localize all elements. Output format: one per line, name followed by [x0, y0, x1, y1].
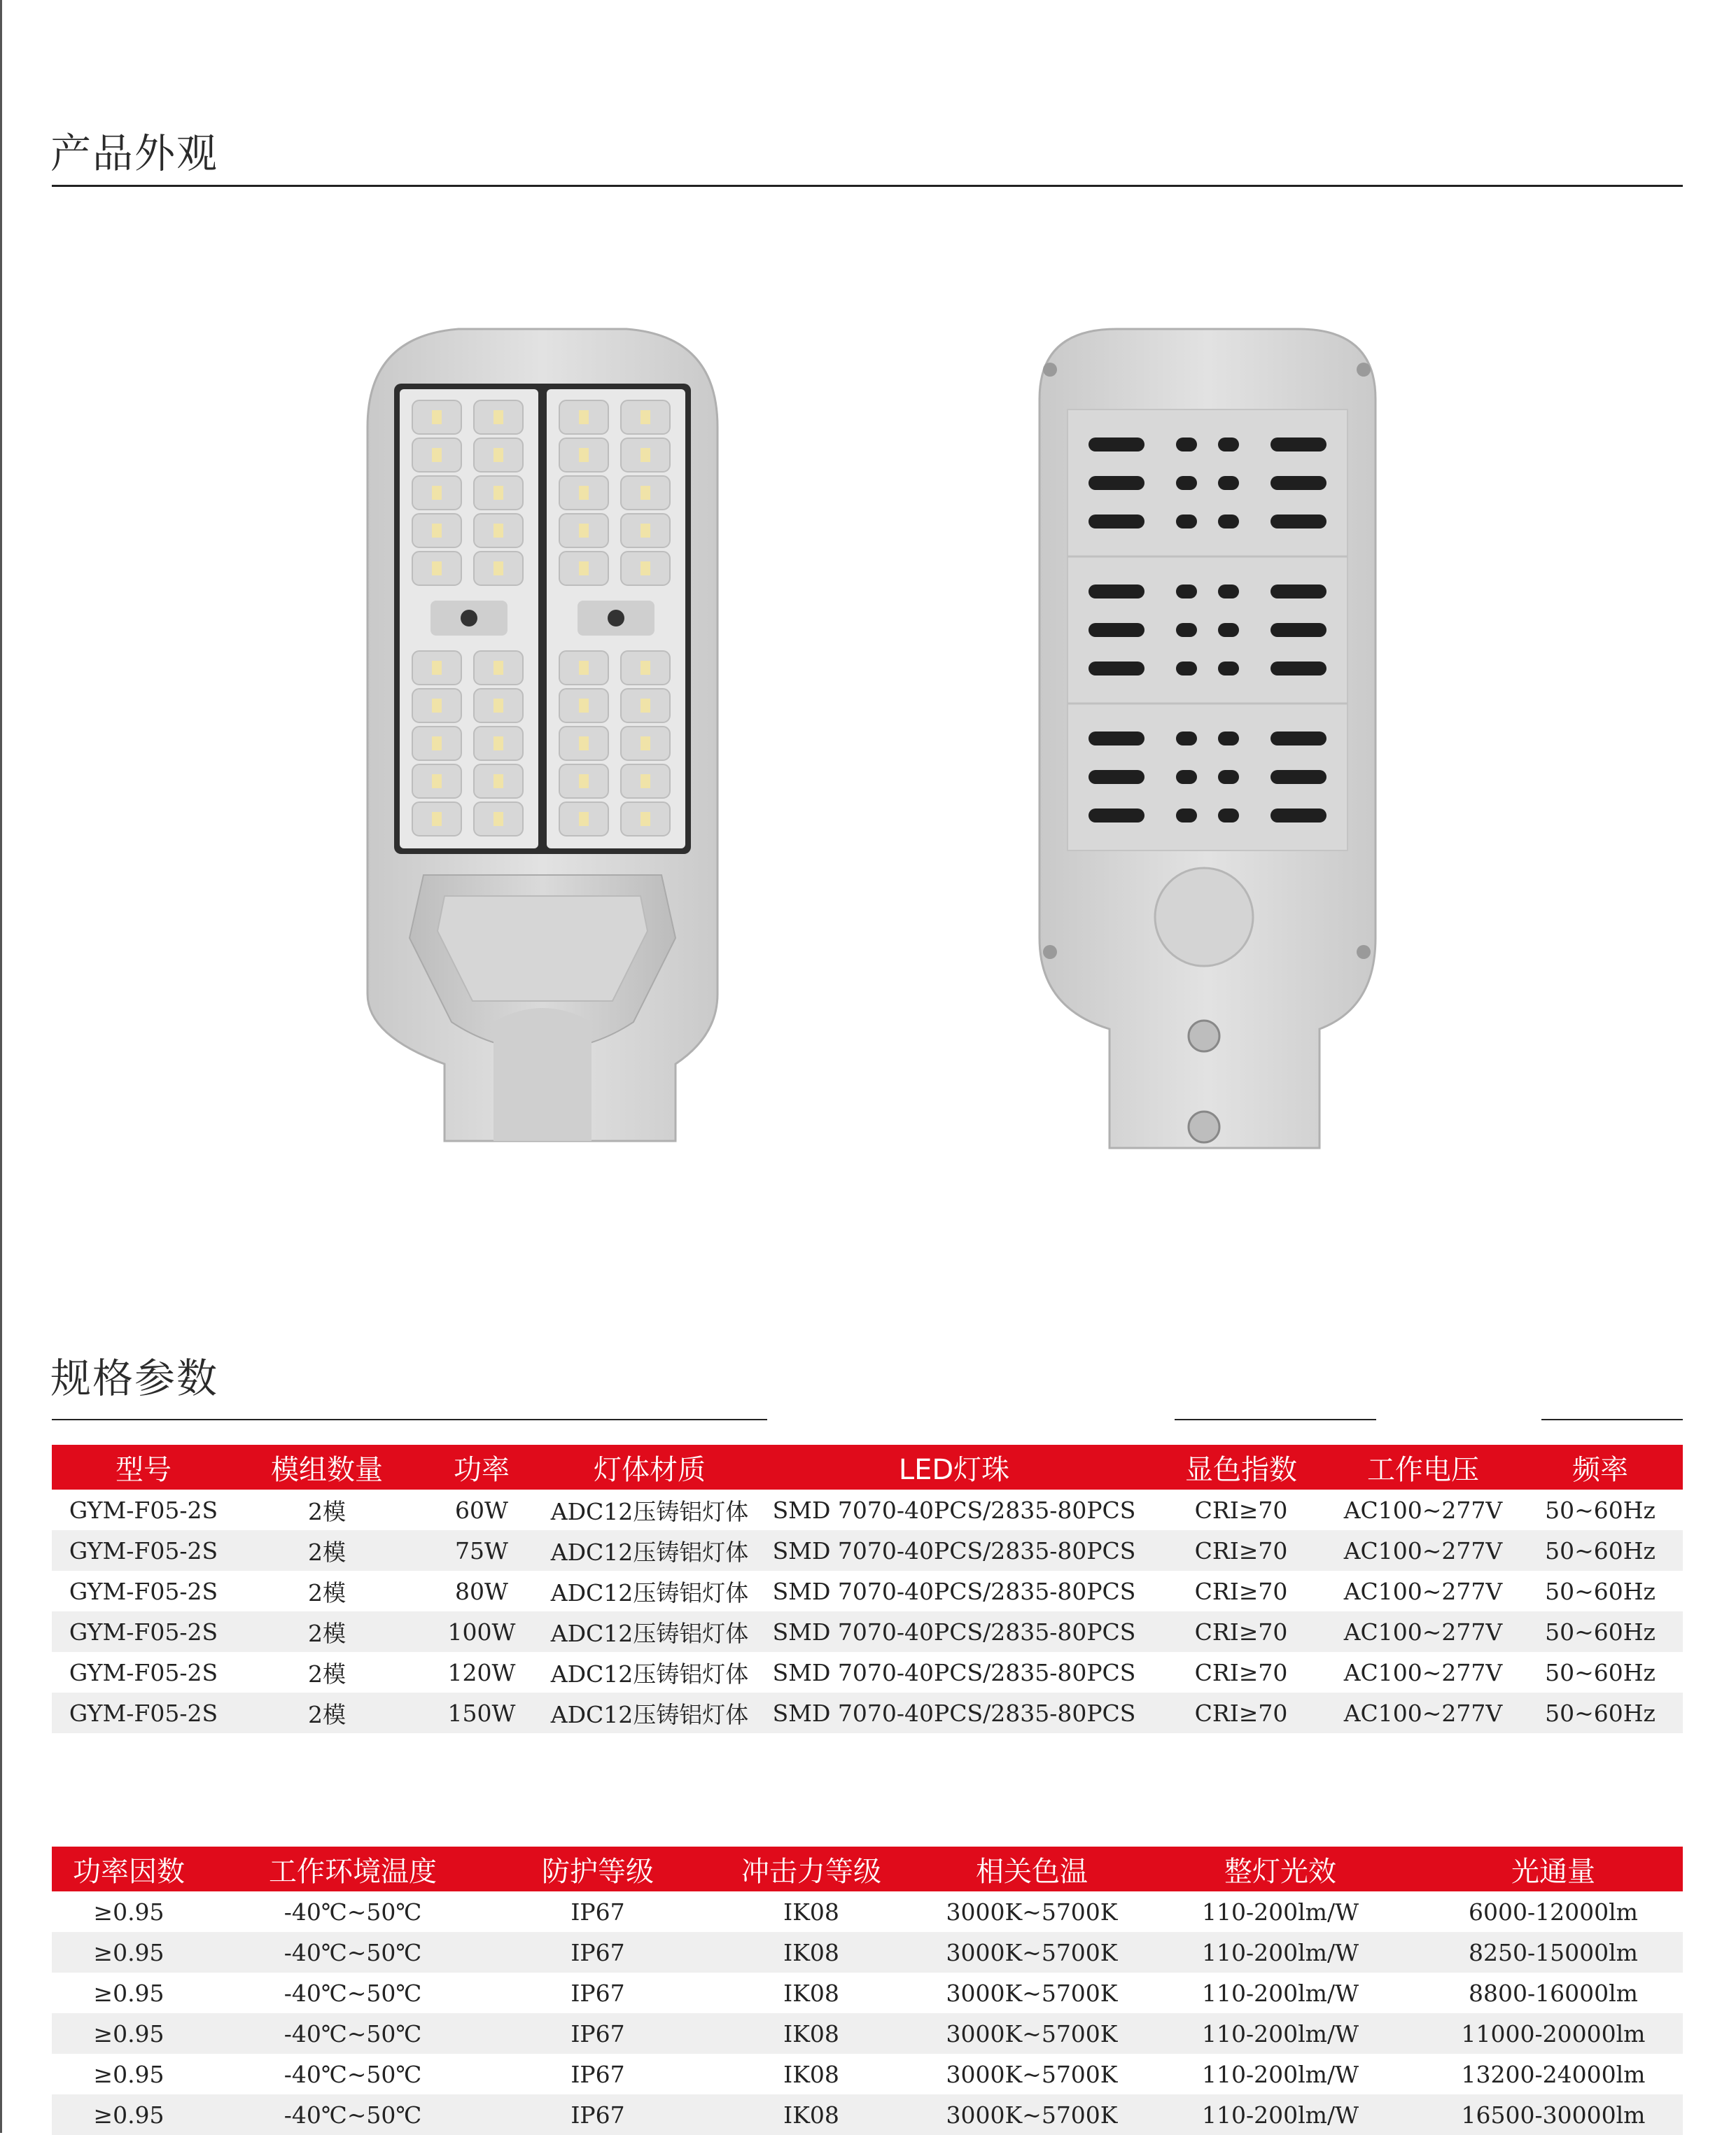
cell-power: 60W [455, 1496, 508, 1524]
cell-efficacy: 110-200lm/W [1137, 2094, 1424, 2135]
header-led: LED灯珠 [755, 1445, 1154, 1490]
cell-ik: IK08 [783, 1898, 839, 1926]
section-title-spec: 规格参数 [50, 1354, 219, 1402]
cell-cri: CRI≥70 [1194, 1577, 1288, 1605]
spec-divider-mid [1175, 1419, 1376, 1420]
cell-power: 75W [419, 1530, 545, 1571]
cell-ip: IP67 [500, 2013, 696, 2054]
cell-ip: IP67 [570, 1979, 625, 2007]
cell-model: GYM-F05-2S [69, 1577, 218, 1605]
cell-temp: -40℃~50℃ [206, 2013, 500, 2054]
table-row [52, 1891, 1683, 1932]
cell-material: ADC12压铸铝灯体 [550, 1497, 749, 1525]
cell-efficacy: 110-200lm/W [1137, 1932, 1424, 1973]
lamp-front-image [354, 322, 732, 1162]
cell-temp: -40℃~50℃ [284, 1979, 422, 2007]
cell-model: GYM-F05-2S [52, 1611, 235, 1652]
cell-voltage: AC100~277V [1329, 1530, 1518, 1571]
spec-divider-right [1541, 1419, 1683, 1420]
cell-model: GYM-F05-2S [52, 1530, 235, 1571]
cell-power: 100W [419, 1611, 545, 1652]
cell-frequency: 50~60Hz [1518, 1530, 1683, 1571]
cell-cct: 3000K~5700K [946, 1898, 1118, 1926]
header-operating-temp: 工作环境温度 [206, 1847, 500, 1891]
table-row [52, 1571, 1683, 1611]
cell-temp: -40℃~50℃ [284, 1898, 422, 1926]
cell-ip: IP67 [500, 1932, 696, 1973]
cell-voltage: AC100~277V [1343, 1496, 1503, 1524]
table-row [52, 2013, 1683, 2054]
cell-cri: CRI≥70 [1154, 1530, 1329, 1571]
cell-modules: 2模 [308, 1578, 346, 1606]
cell-led: SMD 7070-40PCS/2835-80PCS [772, 1496, 1136, 1524]
cell-voltage: AC100~277V [1343, 1658, 1503, 1686]
cell-led: SMD 7070-40PCS/2835-80PCS [755, 1693, 1154, 1733]
table-row [52, 1611, 1683, 1652]
cell-cri: CRI≥70 [1194, 1496, 1288, 1524]
cell-ip: IP67 [500, 2094, 696, 2135]
cell-cct: 3000K~5700K [927, 2013, 1137, 2054]
cell-cri: CRI≥70 [1154, 1611, 1329, 1652]
cell-temp: -40℃~50℃ [206, 2094, 500, 2135]
cell-ik: IK08 [696, 2013, 927, 2054]
cell-pf: ≥0.95 [93, 2060, 164, 2088]
cell-modules: 2模 [308, 1497, 346, 1525]
cell-material: ADC12压铸铝灯体 [550, 1578, 749, 1606]
table-1-header-row [52, 1445, 1683, 1490]
cell-cct: 3000K~5700K [927, 2094, 1137, 2135]
header-frequency: 频率 [1518, 1445, 1683, 1490]
cell-ik: IK08 [783, 2060, 839, 2088]
cell-cct: 3000K~5700K [946, 1979, 1118, 2007]
cell-pf: ≥0.95 [93, 1979, 164, 2007]
table-row [52, 2054, 1683, 2094]
cell-frequency: 50~60Hz [1545, 1577, 1656, 1605]
cell-voltage: AC100~277V [1329, 1611, 1518, 1652]
cell-frequency: 50~60Hz [1518, 1611, 1683, 1652]
cell-material: ADC12压铸铝灯体 [545, 1611, 755, 1652]
header-ip-rating: 防护等级 [500, 1847, 696, 1891]
header-power-factor: 功率因数 [52, 1847, 206, 1891]
table-row [52, 2094, 1683, 2135]
table-row [52, 1652, 1683, 1693]
cell-modules: 2模 [235, 1611, 419, 1652]
cell-cri: CRI≥70 [1154, 1693, 1329, 1733]
cell-material: ADC12压铸铝灯体 [550, 1660, 749, 1688]
cell-pf: ≥0.95 [93, 1898, 164, 1926]
cell-power: 120W [447, 1658, 516, 1686]
cell-flux: 16500-30000lm [1424, 2094, 1683, 2135]
header-material: 灯体材质 [545, 1445, 755, 1490]
cell-pf: ≥0.95 [52, 1932, 206, 1973]
cell-efficacy: 110-200lm/W [1201, 2060, 1359, 2088]
header-efficacy: 整灯光效 [1137, 1847, 1424, 1891]
header-ik-rating: 冲击力等级 [696, 1847, 927, 1891]
cell-cct: 3000K~5700K [946, 2060, 1118, 2088]
table-row [52, 1973, 1683, 2013]
spec-table-1 [52, 1445, 1683, 1733]
cell-frequency: 50~60Hz [1545, 1496, 1656, 1524]
table-row [52, 1490, 1683, 1530]
header-voltage: 工作电压 [1329, 1445, 1518, 1490]
header-luminous-flux: 光通量 [1424, 1847, 1683, 1891]
table-2-header-row [52, 1847, 1683, 1891]
cell-model: GYM-F05-2S [69, 1496, 218, 1524]
cell-temp: -40℃~50℃ [284, 2060, 422, 2088]
cell-model: GYM-F05-2S [52, 1693, 235, 1733]
header-module-count: 模组数量 [235, 1445, 419, 1490]
cell-voltage: AC100~277V [1343, 1577, 1503, 1605]
cell-flux: 6000-12000lm [1469, 1898, 1638, 1926]
cell-led: SMD 7070-40PCS/2835-80PCS [772, 1577, 1136, 1605]
cell-efficacy: 110-200lm/W [1137, 2013, 1424, 2054]
cell-flux: 13200-24000lm [1461, 2060, 1646, 2088]
header-cri: 显色指数 [1154, 1445, 1329, 1490]
cell-ip: IP67 [570, 1898, 625, 1926]
cell-flux: 8800-16000lm [1469, 1979, 1638, 2007]
cell-voltage: AC100~277V [1329, 1693, 1518, 1733]
cell-efficacy: 110-200lm/W [1201, 1898, 1359, 1926]
appearance-divider [52, 185, 1683, 187]
header-cct: 相关色温 [927, 1847, 1137, 1891]
cell-led: SMD 7070-40PCS/2835-80PCS [772, 1658, 1136, 1686]
spec-divider-left [52, 1419, 767, 1420]
cell-cri: CRI≥70 [1194, 1658, 1288, 1686]
cell-cct: 3000K~5700K [927, 1932, 1137, 1973]
cell-led: SMD 7070-40PCS/2835-80PCS [755, 1611, 1154, 1652]
cell-modules: 2模 [235, 1530, 419, 1571]
cell-frequency: 50~60Hz [1518, 1693, 1683, 1733]
cell-material: ADC12压铸铝灯体 [545, 1693, 755, 1733]
cell-modules: 2模 [308, 1660, 346, 1688]
table-row [52, 1932, 1683, 1973]
page-left-rule [0, 0, 2, 2133]
cell-led: SMD 7070-40PCS/2835-80PCS [755, 1530, 1154, 1571]
cell-flux: 8250-15000lm [1424, 1932, 1683, 1973]
cell-temp: -40℃~50℃ [206, 1932, 500, 1973]
section-title-appearance: 产品外观 [50, 130, 219, 177]
cell-pf: ≥0.95 [52, 2013, 206, 2054]
cell-ip: IP67 [570, 2060, 625, 2088]
cell-frequency: 50~60Hz [1545, 1658, 1656, 1686]
cell-ik: IK08 [696, 1932, 927, 1973]
header-model: 型号 [52, 1445, 235, 1490]
spec-table-2 [52, 1847, 1683, 2135]
cell-pf: ≥0.95 [52, 2094, 206, 2135]
cell-flux: 11000-20000lm [1424, 2013, 1683, 2054]
cell-power: 150W [419, 1693, 545, 1733]
table-row [52, 1530, 1683, 1571]
cell-modules: 2模 [235, 1693, 419, 1733]
cell-model: GYM-F05-2S [69, 1658, 218, 1686]
lamp-back-image [1026, 322, 1390, 1162]
cell-ik: IK08 [783, 1979, 839, 2007]
header-power: 功率 [419, 1445, 545, 1490]
cell-ik: IK08 [696, 2094, 927, 2135]
table-row [52, 1693, 1683, 1733]
cell-efficacy: 110-200lm/W [1201, 1979, 1359, 2007]
cell-material: ADC12压铸铝灯体 [545, 1530, 755, 1571]
cell-power: 80W [455, 1577, 508, 1605]
